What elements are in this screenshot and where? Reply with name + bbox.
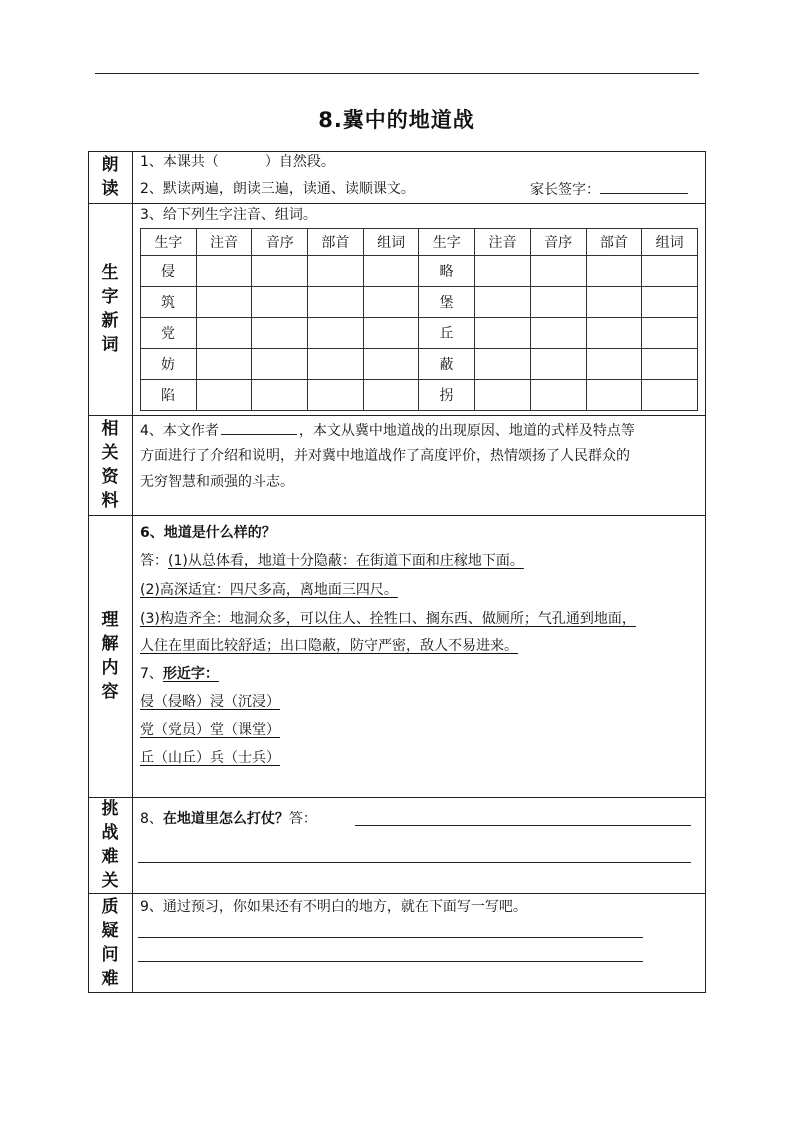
pinyin-cell[interactable]: [196, 349, 252, 380]
order-cell[interactable]: [530, 349, 586, 380]
order-cell[interactable]: [252, 287, 308, 318]
section-label-challenge: 挑 战 难 关: [101, 799, 119, 891]
table-row: [141, 287, 698, 318]
similar-char-pair: 党（党员）堂（课堂）: [140, 722, 280, 738]
row-divider: [88, 203, 706, 204]
pinyin-cell[interactable]: [475, 287, 531, 318]
column-header: 组词: [363, 229, 419, 256]
question-8: 8、在地道里怎么打仗？答：: [140, 811, 317, 827]
section-label-new-words: 生 字 新 词: [101, 263, 119, 355]
parent-signature[interactable]: 家长签字：: [530, 179, 688, 200]
character-cell: 党: [141, 318, 197, 349]
pinyin-cell[interactable]: [196, 318, 252, 349]
column-header: 部首: [586, 229, 642, 256]
radical-cell[interactable]: [586, 287, 642, 318]
order-cell[interactable]: [530, 318, 586, 349]
label-column-divider: [132, 151, 133, 993]
row-divider: [88, 893, 706, 894]
background-text-line: 无穷智慧和顽强的斗志。: [140, 474, 294, 490]
table-row: [141, 256, 698, 287]
order-cell[interactable]: [530, 287, 586, 318]
answer-line-blank[interactable]: [355, 825, 691, 826]
word-cell[interactable]: [363, 287, 419, 318]
answer-line: (3)构造齐全：地洞众多，可以住人、拴牲口、搁东西、做厕所；气孔通到地面，: [140, 611, 636, 627]
word-cell[interactable]: [363, 256, 419, 287]
radical-cell[interactable]: [308, 287, 364, 318]
column-header: 组词: [642, 229, 698, 256]
radical-cell[interactable]: [586, 318, 642, 349]
pinyin-cell[interactable]: [475, 256, 531, 287]
word-cell[interactable]: [642, 256, 698, 287]
question-7: 7、形近字：: [140, 666, 219, 682]
column-header: 注音: [196, 229, 252, 256]
reading-instruction: 2、默读两遍，朗读三遍，读通、读顺课文。: [140, 181, 415, 197]
order-cell[interactable]: [530, 380, 586, 411]
radical-cell[interactable]: [586, 380, 642, 411]
character-cell: 丘: [419, 318, 475, 349]
order-cell[interactable]: [252, 256, 308, 287]
answer-line-blank[interactable]: [138, 937, 643, 938]
table-row: [141, 318, 698, 349]
radical-cell[interactable]: [308, 349, 364, 380]
word-cell[interactable]: [363, 380, 419, 411]
answer-line: 人住在里面比较舒适；出口隐蔽，防守严密，敌人不易进来。: [140, 638, 518, 654]
word-cell[interactable]: [642, 287, 698, 318]
radical-cell[interactable]: [308, 318, 364, 349]
radical-cell[interactable]: [308, 380, 364, 411]
author-question: 4、本文作者 ，本文从冀中地道战的出现原因、地道的式样及特点等: [140, 420, 635, 441]
answer-line: 答：(1)从总体看，地道十分隐蔽：在街道下面和庄稼地下面。: [140, 553, 524, 569]
word-cell[interactable]: [642, 318, 698, 349]
column-header: 生字: [141, 229, 197, 256]
pinyin-cell[interactable]: [475, 380, 531, 411]
author-blank[interactable]: [221, 420, 297, 435]
character-cell: 略: [419, 256, 475, 287]
paragraph-count-question: 1、本课共（ ）自然段。: [140, 154, 335, 170]
row-divider: [88, 415, 706, 416]
character-cell: 蔽: [419, 349, 475, 380]
answer-line-blank[interactable]: [138, 961, 643, 962]
character-cell: 筑: [141, 287, 197, 318]
header-rule: [95, 73, 699, 74]
new-words-instruction: 3、给下列生字注音、组词。: [140, 207, 317, 223]
character-cell: 拐: [419, 380, 475, 411]
column-header: 音序: [530, 229, 586, 256]
character-cell: 妨: [141, 349, 197, 380]
radical-cell[interactable]: [308, 256, 364, 287]
character-cell: 堡: [419, 287, 475, 318]
pinyin-cell[interactable]: [196, 256, 252, 287]
word-cell[interactable]: [363, 349, 419, 380]
order-cell[interactable]: [252, 318, 308, 349]
section-label-background: 相 关 资 料: [101, 419, 119, 511]
order-cell[interactable]: [530, 256, 586, 287]
word-cell[interactable]: [642, 349, 698, 380]
pinyin-cell[interactable]: [196, 287, 252, 318]
table-row: [141, 349, 698, 380]
column-header: 生字: [419, 229, 475, 256]
answer-line: (2)高深适宜：四尺多高，离地面三四尺。: [140, 582, 398, 598]
row-divider: [88, 515, 706, 516]
column-header: 音序: [252, 229, 308, 256]
section-label-reading: 朗 读: [101, 155, 119, 199]
row-divider: [88, 797, 706, 798]
column-header: 注音: [475, 229, 531, 256]
radical-cell[interactable]: [586, 256, 642, 287]
character-table: [140, 228, 698, 411]
word-cell[interactable]: [363, 318, 419, 349]
similar-char-pair: 侵（侵略）浸（沉浸）: [140, 694, 280, 710]
question-6: 6、地道是什么样的？: [140, 525, 276, 541]
background-text-line: 方面进行了介绍和说明，并对冀中地道战作了高度评价，热情颂扬了人民群众的: [140, 448, 630, 464]
pinyin-cell[interactable]: [196, 380, 252, 411]
pinyin-cell[interactable]: [475, 349, 531, 380]
character-cell: 陷: [141, 380, 197, 411]
section-label-questions: 质 疑 问 难: [101, 897, 119, 989]
pinyin-cell[interactable]: [475, 318, 531, 349]
character-cell: 侵: [141, 256, 197, 287]
section-label-understanding: 理 解 内 容: [101, 610, 119, 702]
order-cell[interactable]: [252, 349, 308, 380]
table-row: [141, 380, 698, 411]
radical-cell[interactable]: [586, 349, 642, 380]
word-cell[interactable]: [642, 380, 698, 411]
column-header: 部首: [308, 229, 364, 256]
similar-char-pair: 丘（山丘）兵（士兵）: [140, 750, 280, 766]
answer-line-blank[interactable]: [138, 862, 691, 863]
order-cell[interactable]: [252, 380, 308, 411]
question-9: 9、通过预习，你如果还有不明白的地方，就在下面写一写吧。: [140, 899, 527, 915]
page-title: 8.冀中的地道战: [318, 108, 475, 132]
